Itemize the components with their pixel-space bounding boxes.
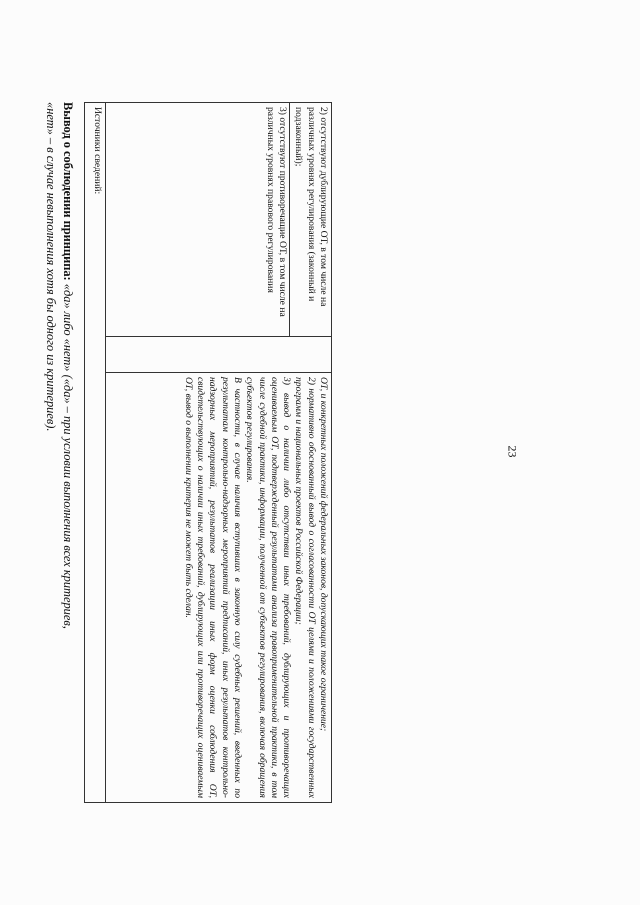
criterion-contradicting: 3) отсутствуют противоречащие ОТ, в том числе на различных уровнях правового регулирования [264, 103, 291, 336]
empty-cell [106, 337, 332, 373]
sources-label: Источники сведений: [85, 103, 106, 803]
criterion-duplicating: 2) отсутствуют дублирующие ОТ, в том числе на различных уровнях регулирования (законный и подзаконный); [293, 107, 329, 307]
description-cell [106, 373, 332, 803]
principle-conclusion [42, 102, 76, 892]
description-paragraph: 3) вывод о наличии либо отсутствии иных требований, дублирующих и противоречащих оцениваемым ОТ, подтвержденный результатами анализа правоприменительной практики, в том числе судебной практики, информации, полученной от субъектов регулирования, включая обращения субъектов регулирования. [244, 377, 293, 798]
criteria-table [84, 102, 332, 803]
rotated-content [12, 102, 332, 892]
page-number: 23 [505, 445, 520, 458]
criteria-cell [106, 103, 332, 337]
sources-row [85, 103, 106, 803]
conclusion-line-1 [59, 102, 76, 892]
description-paragraph: ОТ, и конкретных положений федеральных законов, допускающих такое ограничение; [318, 377, 329, 732]
table-row [106, 103, 332, 803]
conclusion-text: «да» либо «нет» («да» – при условии выполнения всех критериев, [61, 280, 75, 629]
conclusion-line-2: «нет» – в случае невыполнения хотя бы одного из критериев). [44, 102, 58, 432]
conclusion-heading: Вывод о соблюдении принципа: [61, 102, 75, 281]
description-paragraph: 2) нормативно обоснованный вывод о согласованности ОТ целями и положениями государственных программ и национальных проектов Российской Федерации; [293, 377, 317, 798]
description-paragraph: В частности, в случае наличия вступивших в законную силу судебных решений, введенных по результатам контрольно-надзорных мероприятий предписаний, иных результатов контрольно-надзорных мероприятий, результатов реализации иных форм оценки соблюдения ОТ, свидетельствующих о наличии иных требований, дублирующих или противоречащих оцениваемым ОТ, вывод о выполнении критерия не может быть сделан. [182, 377, 243, 798]
